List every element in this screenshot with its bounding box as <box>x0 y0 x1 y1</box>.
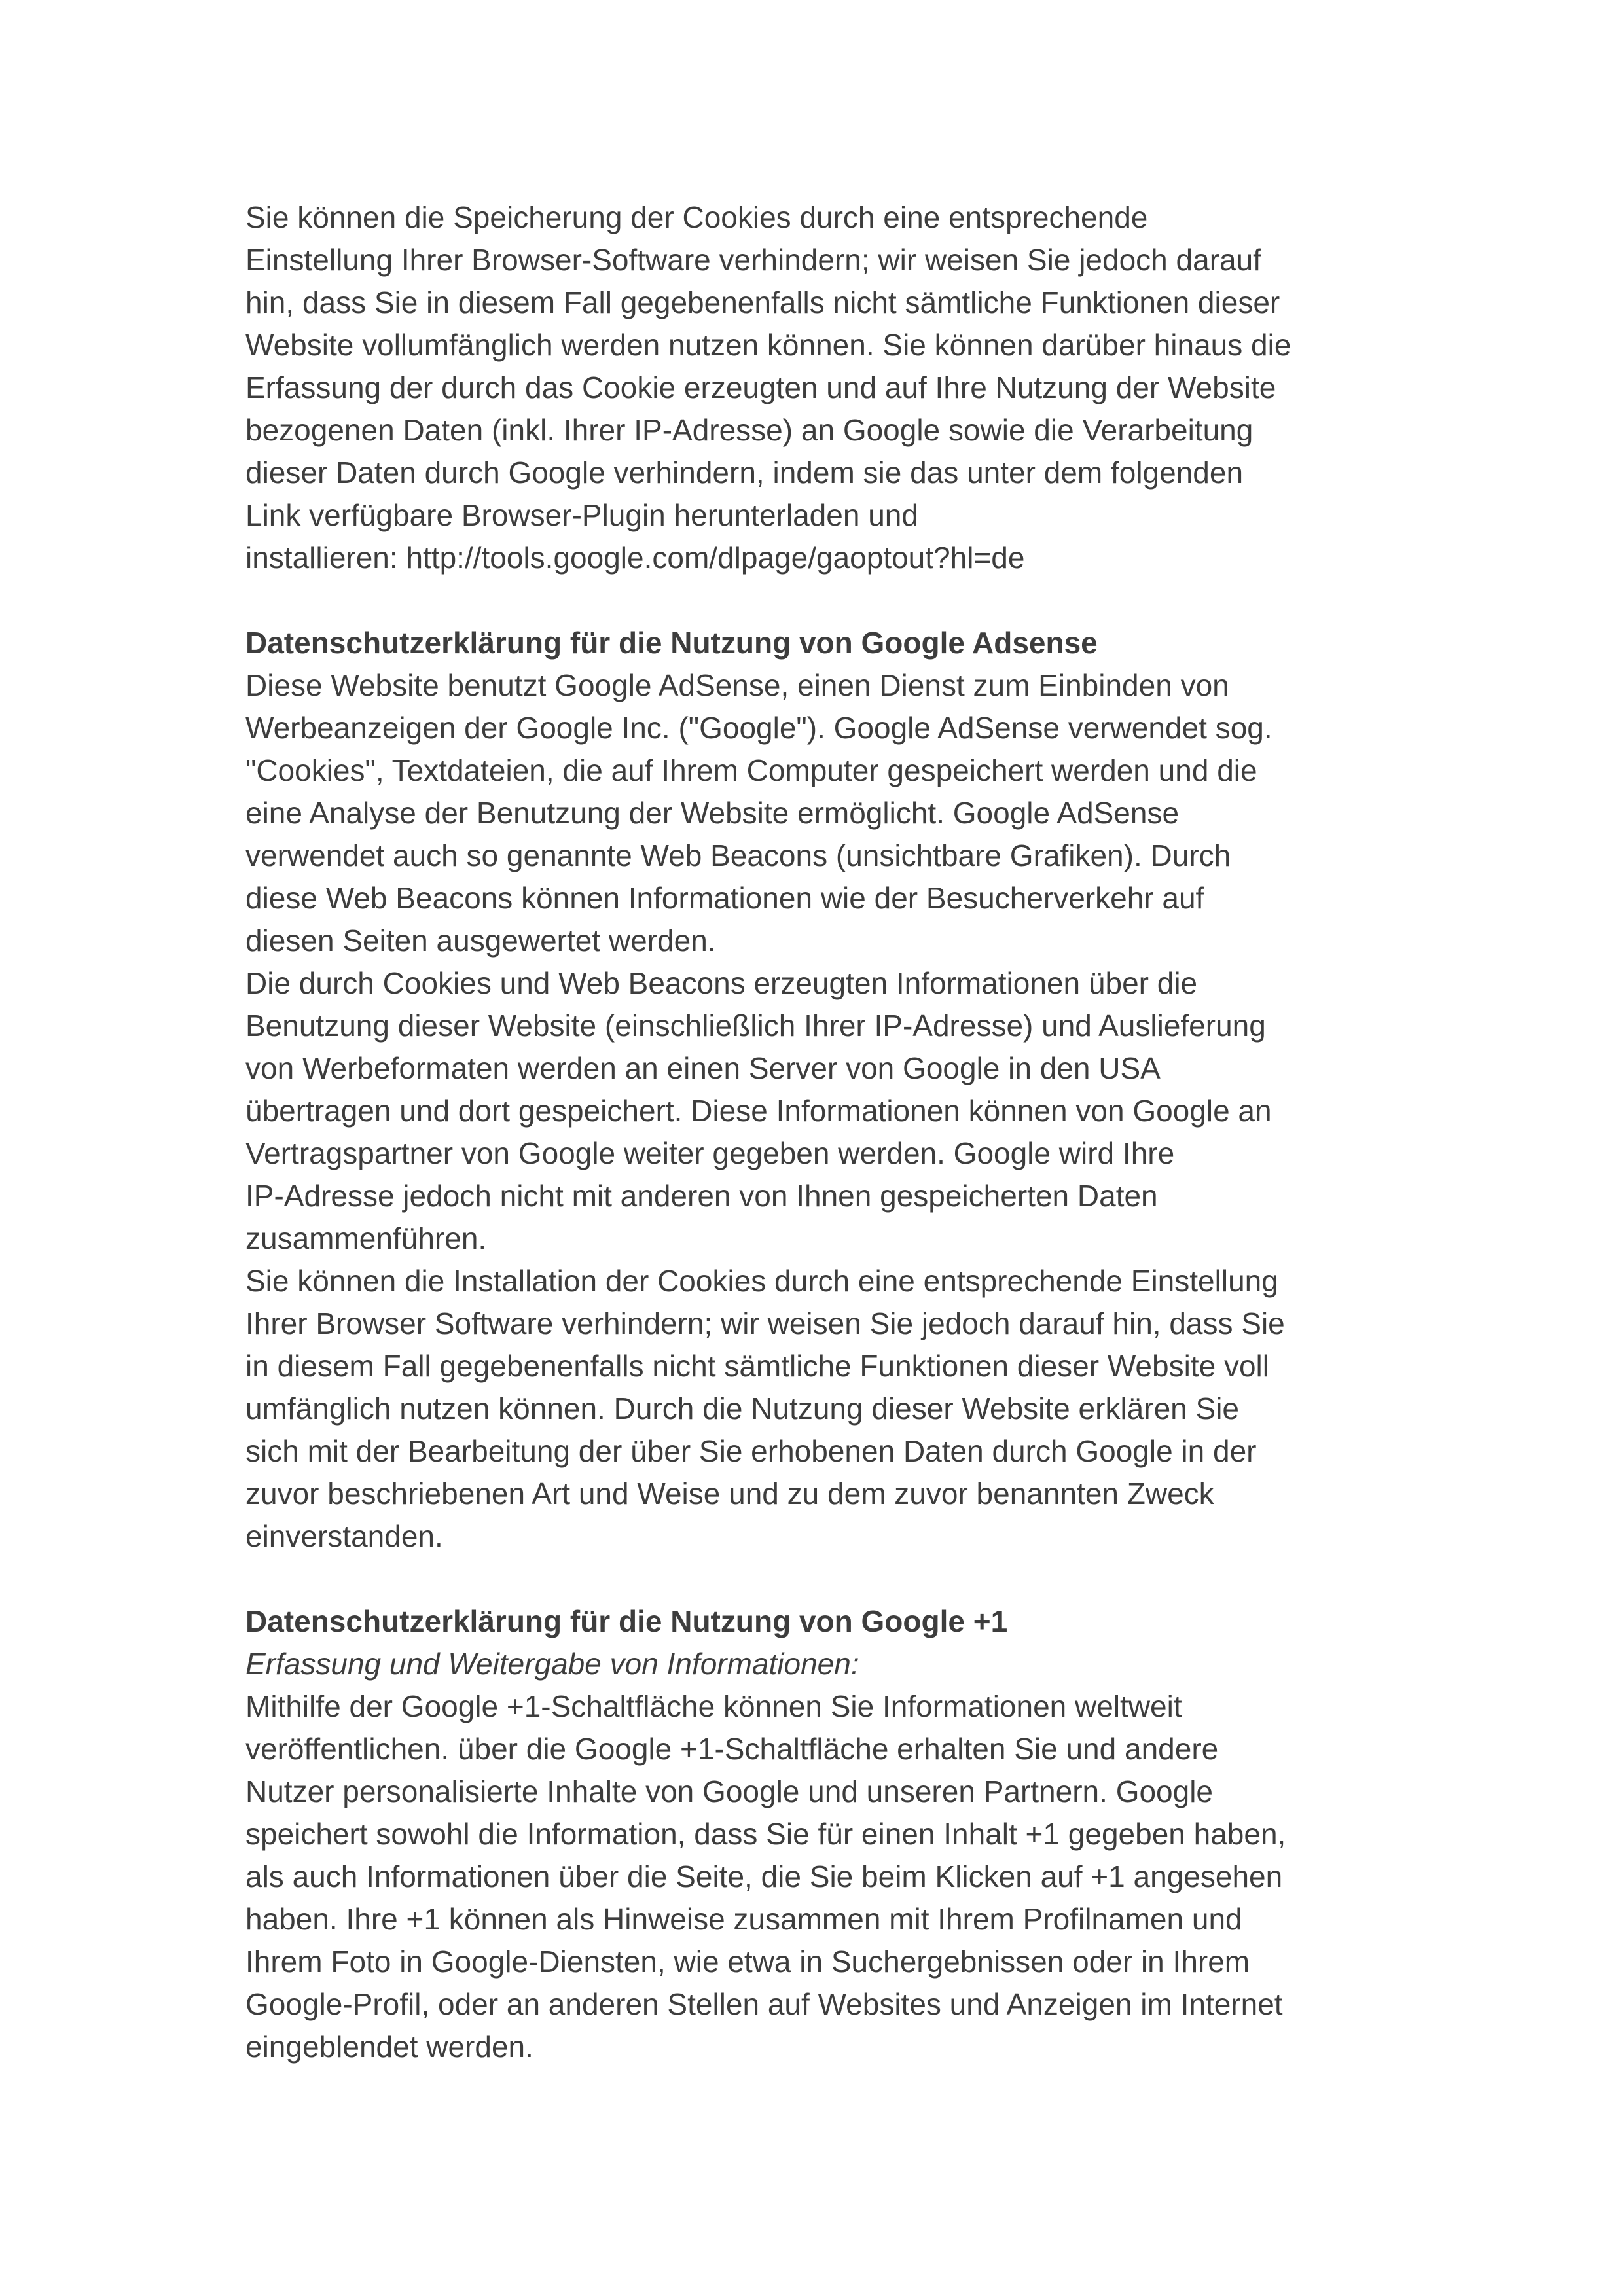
section-spacer <box>245 1558 1398 1600</box>
text-line: haben. Ihre +1 können als Hinweise zusammen mit Ihrem Profilnamen und <box>245 1902 1242 1936</box>
text-line: Nutzer personalisierte Inhalte von Google und unseren Partnern. Google <box>245 1774 1214 1808</box>
section-spacer <box>245 579 1398 622</box>
text-line: umfänglich nutzen können. Durch die Nutzung dieser Website erklären Sie <box>245 1391 1239 1426</box>
intro-paragraph <box>245 196 1398 579</box>
text-line: eine Analyse der Benutzung der Website ermöglicht. Google AdSense <box>245 796 1180 830</box>
text-line: eingeblendet werden. <box>245 2030 533 2064</box>
text-line: Mithilfe der Google +1-Schaltfläche können Sie Informationen weltweit <box>245 1689 1182 1723</box>
text-line: in diesem Fall gegebenenfalls nicht sämtliche Funktionen dieser Website voll <box>245 1349 1269 1383</box>
google-plus-subheading: Erfassung und Weitergabe von Informationen: <box>245 1647 859 1681</box>
text-line: Die durch Cookies und Web Beacons erzeugten Informationen über die <box>245 966 1198 1000</box>
text-line: IP-Adresse jedoch nicht mit anderen von Ihnen gespeicherten Daten <box>245 1179 1158 1213</box>
text-line: als auch Informationen über die Seite, die Sie beim Klicken auf +1 angesehen <box>245 1859 1283 1893</box>
text-line: speichert sowohl die Information, dass Sie für einen Inhalt +1 gegeben haben, <box>245 1817 1286 1851</box>
text-line: Sie können die Installation der Cookies durch eine entsprechende Einstellung <box>245 1264 1278 1298</box>
text-line: bezogenen Daten (inkl. Ihrer IP-Adresse) an Google sowie die Verarbeitung <box>245 413 1254 447</box>
text-line: Ihrem Foto in Google-Diensten, wie etwa in Suchergebnissen oder in Ihrem <box>245 1945 1250 1979</box>
text-line: diesen Seiten ausgewertet werden. <box>245 924 716 958</box>
text-line-opt-out-link: installieren: http://tools.google.com/dlpage/gaoptout?hl=de <box>245 541 1025 575</box>
text-line: verwendet auch so genannte Web Beacons (unsichtbare Grafiken). Durch <box>245 838 1231 872</box>
text-line: von Werbeformaten werden an einen Server von Google in den USA <box>245 1051 1161 1085</box>
text-line: hin, dass Sie in diesem Fall gegebenenfalls nicht sämtliche Funktionen dieser <box>245 285 1280 319</box>
text-line: einverstanden. <box>245 1519 443 1553</box>
text-line: zusammenführen. <box>245 1221 487 1255</box>
text-line: Google-Profil, oder an anderen Stellen auf Websites und Anzeigen im Internet <box>245 1987 1283 2021</box>
text-line: Vertragspartner von Google weiter gegeben werden. Google wird Ihre <box>245 1136 1175 1170</box>
google-plus-heading: Datenschutzerklärung für die Nutzung von Google +1 <box>245 1604 1008 1638</box>
text-line: Link verfügbare Browser-Plugin herunterladen und <box>245 498 918 532</box>
text-line: zuvor beschriebenen Art und Weise und zu dem zuvor benannten Zweck <box>245 1477 1214 1511</box>
google-plus-section <box>245 1600 1398 2068</box>
text-line: dieser Daten durch Google verhindern, indem sie das unter dem folgenden <box>245 456 1244 490</box>
text-line: "Cookies", Textdateien, die auf Ihrem Computer gespeichert werden und die <box>245 753 1257 787</box>
adsense-heading: Datenschutzerklärung für die Nutzung von Google Adsense <box>245 626 1098 660</box>
text-line: Benutzung dieser Website (einschließlich Ihrer IP-Adresse) und Auslieferung <box>245 1009 1266 1043</box>
text-line: sich mit der Bearbeitung der über Sie erhobenen Daten durch Google in der <box>245 1434 1257 1468</box>
text-line: veröffentlichen. über die Google +1-Schaltfläche erhalten Sie und andere <box>245 1732 1219 1766</box>
text-line: Einstellung Ihrer Browser-Software verhindern; wir weisen Sie jedoch darauf <box>245 243 1261 277</box>
text-line: Sie können die Speicherung der Cookies durch eine entsprechende <box>245 200 1148 234</box>
text-line: übertragen und dort gespeichert. Diese Informationen können von Google an <box>245 1094 1272 1128</box>
text-line: Werbeanzeigen der Google Inc. ("Google"). Google AdSense verwendet sog. <box>245 711 1272 745</box>
text-line: Erfassung der durch das Cookie erzeugten und auf Ihre Nutzung der Website <box>245 370 1276 404</box>
text-line: Ihrer Browser Software verhindern; wir weisen Sie jedoch darauf hin, dass Sie <box>245 1306 1285 1340</box>
document-page <box>245 196 1398 2068</box>
adsense-section <box>245 622 1398 1558</box>
text-line: Diese Website benutzt Google AdSense, einen Dienst zum Einbinden von <box>245 668 1229 702</box>
text-line: Website vollumfänglich werden nutzen können. Sie können darüber hinaus die <box>245 328 1291 362</box>
text-line: diese Web Beacons können Informationen wie der Besucherverkehr auf <box>245 881 1204 915</box>
